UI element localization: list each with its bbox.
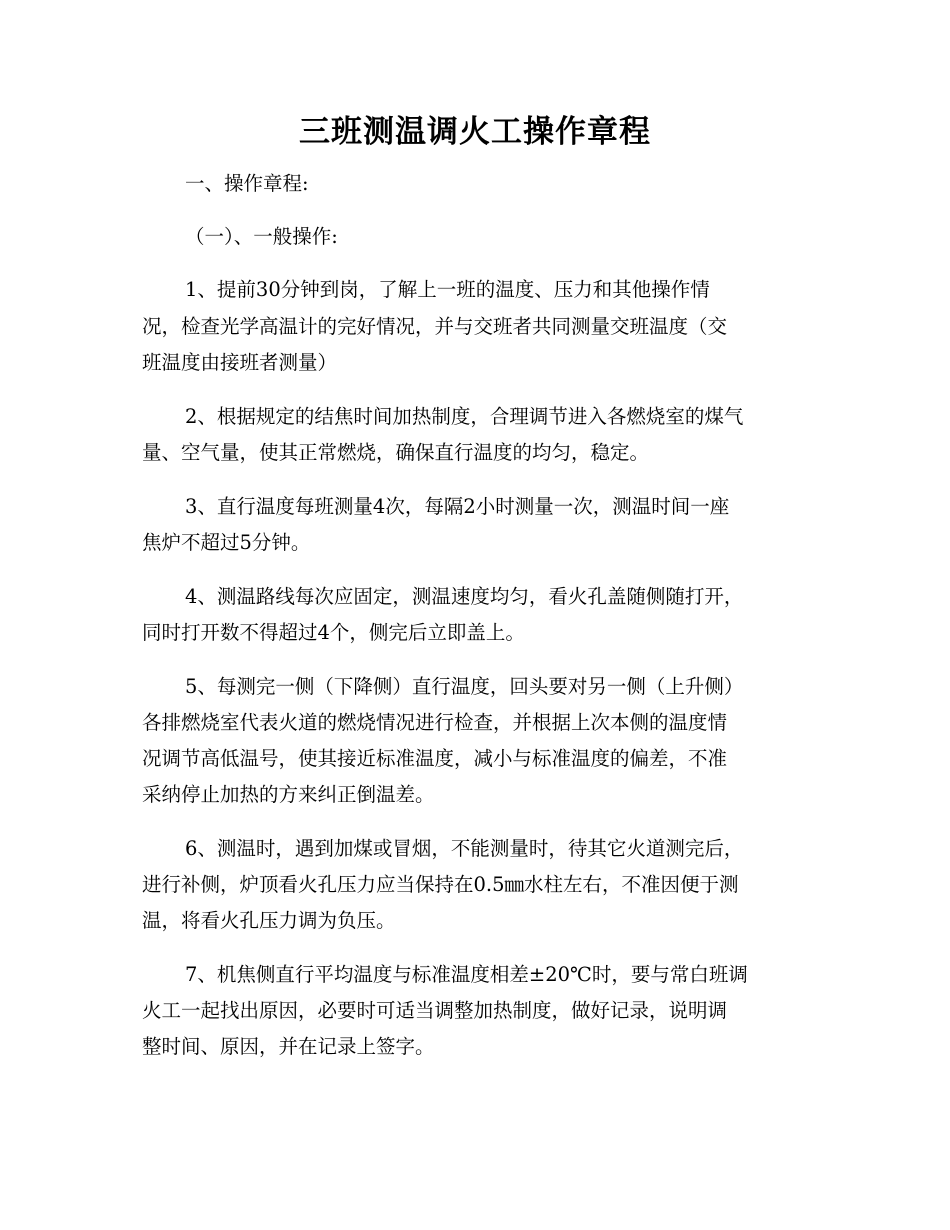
paragraph-5-line-1: 5、每测完一侧（下降侧）直行温度，回头要对另一侧（上升侧） [185, 675, 744, 698]
paragraph-6-line-3: 温，将看火孔压力调为负压。 [142, 909, 396, 932]
subsection-heading: （一）、一般操作: [185, 225, 338, 248]
paragraph-7-line-3: 整时间、原因，并在记录上签字。 [142, 1035, 435, 1058]
paragraph-5-line-2: 各排燃烧室代表火道的燃烧情况进行检查，并根据上次本侧的温度情 [142, 711, 728, 734]
paragraph-3-line-1: 3、直行温度每班测量4次，每隔2小时测量一次，测温时间一座 [185, 495, 730, 518]
paragraph-2-line-1: 2、根据规定的结焦时间加热制度，合理调节进入各燃烧室的煤气 [185, 405, 744, 428]
paragraph-6-line-1: 6、测温时，遇到加煤或冒烟，不能测量时，待其它火道测完后， [185, 837, 744, 860]
paragraph-5-line-3: 况调节高低温号，使其接近标准温度，减小与标准温度的偏差，不准 [142, 747, 728, 770]
paragraph-7-line-1: 7、机焦侧直行平均温度与标准温度相差±20℃时，要与常白班调 [185, 963, 748, 986]
section-heading: 一、操作章程: [185, 172, 309, 195]
paragraph-2-line-2: 量、空气量，使其正常燃烧，确保直行温度的均匀，稳定。 [142, 441, 650, 464]
paragraph-3-line-2: 焦炉不超过5分钟。 [142, 531, 311, 554]
paragraph-4-line-1: 4、测温路线每次应固定，测温速度均匀，看火孔盖随侧随打开， [185, 585, 744, 608]
paragraph-1-line-2: 况，检查光学高温计的完好情况，并与交班者共同测量交班温度（交 [142, 315, 728, 338]
paragraph-6-line-2: 进行补侧，炉顶看火孔压力应当保持在0.5㎜水柱左右，不准因便于测 [142, 873, 739, 896]
document-title: 三班测温调火工操作章程 [299, 114, 651, 150]
paragraph-1-line-3: 班温度由接班者测量） [142, 351, 338, 374]
paragraph-7-line-2: 火工一起找出原因，必要时可适当调整加热制度，做好记录，说明调 [142, 999, 728, 1022]
paragraph-4-line-2: 同时打开数不得超过4个，侧完后立即盖上。 [142, 621, 525, 644]
paragraph-5-line-4: 采纳停止加热的方来纠正倒温差。 [142, 783, 435, 806]
paragraph-1-line-1: 1、提前30分钟到岗，了解上一班的温度、压力和其他操作情 [185, 278, 710, 301]
